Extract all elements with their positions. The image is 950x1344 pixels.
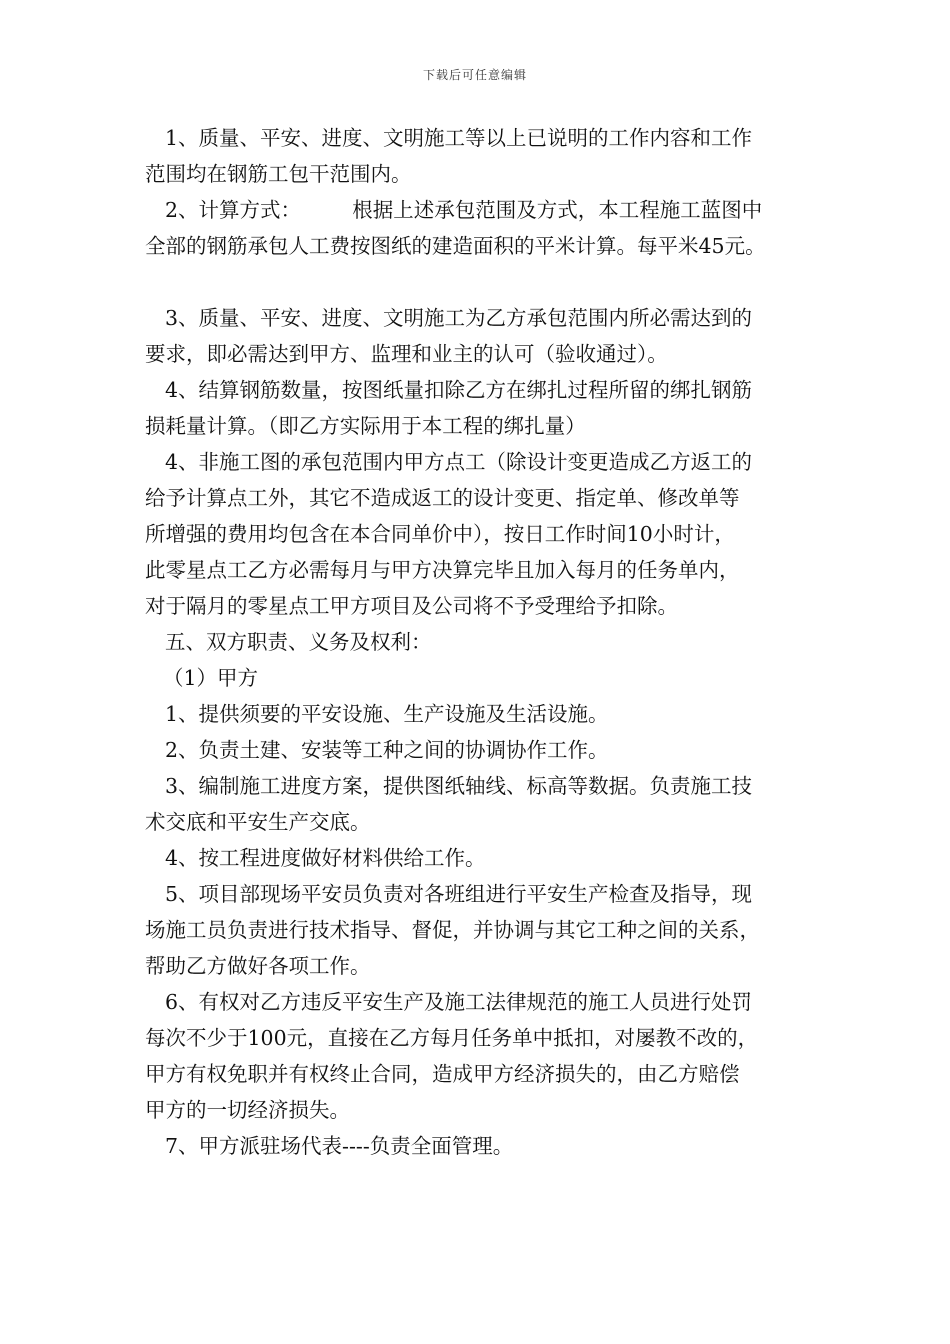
subsection-heading: （1）甲方 [163,666,259,690]
paragraph-line: 2、计算方式： 根据上述承包范围及方式，本工程施工蓝图中 [165,198,763,222]
paragraph-line: 每次不少于100元，直接在乙方每月任务单中抵扣，对屡教不改的， [145,1026,759,1050]
paragraph-line: 6、有权对乙方违反平安生产及施工法律规范的施工人员进行处罚 [165,990,753,1014]
paragraph-line: 4、按工程进度做好材料供给工作。 [165,846,486,870]
paragraph-line: 全部的钢筋承包人工费按图纸的建造面积的平米计算。每平米45元。 [145,234,766,258]
paragraph-line: 7、甲方派驻场代表----负责全面管理。 [165,1134,514,1158]
paragraph-line: 4、结算钢筋数量，按图纸量扣除乙方在绑扎过程所留的绑扎钢筋 [165,378,753,402]
paragraph-line: 甲方的一切经济损失。 [145,1098,350,1122]
paragraph-line: 对于隔月的零星点工甲方项目及公司将不予受理给予扣除。 [145,594,678,618]
paragraph-line: 给予计算点工外，其它不造成返工的设计变更、指定单、修改单等 [145,486,740,510]
paragraph-line: 1、质量、平安、进度、文明施工等以上已说明的工作内容和工作 [165,126,753,150]
paragraph-line: 4、非施工图的承包范围内甲方点工（除设计变更造成乙方返工的 [165,450,753,474]
page-header: 下载后可任意编辑 [422,68,527,82]
paragraph-line: 2、负责土建、安装等工种之间的协调协作工作。 [165,738,609,762]
paragraph-line: 所增强的费用均包含在本合同单价中），按日工作时间10小时计， [145,522,735,546]
paragraph-line: 帮助乙方做好各项工作。 [145,954,371,978]
paragraph-line: 甲方有权免职并有权终止合同，造成甲方经济损失的，由乙方赔偿 [145,1062,740,1086]
paragraph-line: 损耗量计算。（即乙方实际用于本工程的绑扎量） [145,414,586,438]
section-heading: 五、双方职责、义务及权利： [165,630,432,654]
document-body [145,120,835,1164]
paragraph-line: 5、项目部现场平安员负责对各班组进行平安生产检查及指导，现 [165,882,753,906]
paragraph-line: 术交底和平安生产交底。 [145,810,371,834]
paragraph-line: 此零星点工乙方必需每月与甲方决算完毕且加入每月的任务单内， [145,558,740,582]
paragraph-line: 要求，即必需达到甲方、监理和业主的认可（验收通过）。 [145,342,668,366]
paragraph-line: 1、提供须要的平安设施、生产设施及生活设施。 [165,702,609,726]
blank-line [145,264,835,300]
paragraph-line: 3、编制施工进度方案，提供图纸轴线、标高等数据。负责施工技 [165,774,753,798]
paragraph-line: 范围均在钢筋工包干范围内。 [145,162,412,186]
paragraph-line: 3、质量、平安、进度、文明施工为乙方承包范围内所必需达到的 [165,306,753,330]
paragraph-line: 场施工员负责进行技术指导、督促，并协调与其它工种之间的关系， [145,918,760,942]
